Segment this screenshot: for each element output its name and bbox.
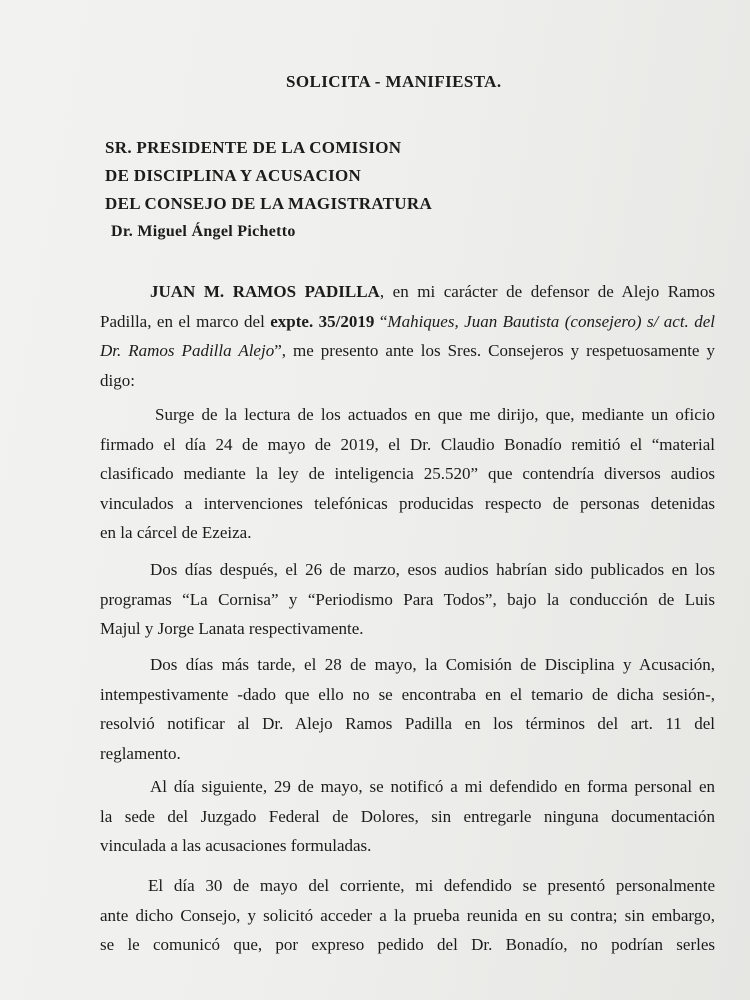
addressee-block: [105, 134, 432, 246]
addressee-name: Dr. Miguel Ángel Pichetto: [111, 223, 296, 240]
text-line: se le comunicó que, por expreso pedido del Dr. Bonadío, no podrían serles: [100, 935, 715, 954]
addressee-line: SR. PRESIDENTE DE LA COMISION: [105, 138, 402, 157]
text-line: vinculados a intervenciones telefónicas producidas respecto de personas detenidas: [100, 493, 715, 513]
text-line: [100, 336, 715, 366]
text-line: ante dicho Consejo, y solicitó acceder a la prueba reunida en su contra; sin embargo,: [100, 905, 715, 925]
text-line: clasificado mediante la ley de inteligencia 25.520” que contendría diversos audios: [100, 464, 715, 483]
text-line: programas “La Cornisa” y “Periodismo Para Todos”, bajo la conducción de Luis: [100, 589, 715, 609]
addressee-line: DEL CONSEJO DE LA MAGISTRATURA: [105, 194, 433, 213]
case-title: Dr. Ramos Padilla Alejo: [100, 341, 275, 360]
text-line: Surge de la lectura de los actuados en que me dirijo, que, mediante un oficio: [155, 405, 715, 424]
text-line: Majul y Jorge Lanata respectivamente.: [100, 619, 364, 638]
paragraph: [100, 871, 715, 960]
case-title: Mahiques, Juan Bautista (consejero) s/ act. del: [387, 311, 716, 331]
text-line: intempestivamente -dado que ello no se encontraba en el temario de dicha sesión-,: [100, 684, 715, 704]
document-heading: SOLICITA - MANIFIESTA.: [286, 72, 502, 91]
text-run: , en mi carácter de defensor de Alejo Ramos: [379, 282, 716, 301]
text-line: en la cárcel de Ezeiza.: [100, 523, 252, 542]
text-line: Dos días después, el 26 de marzo, esos audios habrían sido publicados en los: [150, 560, 715, 579]
paragraph: [100, 555, 715, 644]
paragraph: [100, 400, 715, 548]
text-line: digo:: [100, 370, 135, 390]
case-number: expte. 35/2019: [270, 311, 375, 331]
text-line: [100, 277, 715, 307]
text-line: reglamento.: [100, 743, 181, 763]
text-run: ”, me presento ante los Sres. Consejeros y respetuosamente y: [274, 341, 715, 360]
paragraph: [100, 650, 715, 768]
text-line: vinculada a las acusaciones formuladas.: [100, 836, 372, 855]
text-line: Dos días más tarde, el 28 de mayo, la Comisión de Disciplina y Acusación,: [150, 655, 715, 674]
text-line: resolvió notificar al Dr. Alejo Ramos Padilla en los términos del art. 11 del: [100, 714, 715, 733]
text-line: firmado el día 24 de mayo de 2019, el Dr. Claudio Bonadío remitió el “material: [100, 434, 715, 454]
text-run: “: [374, 311, 388, 331]
text-line: El día 30 de mayo del corriente, mi defendido se presentó personalmente: [148, 876, 715, 895]
text-line: [100, 307, 715, 337]
paragraph: [100, 772, 715, 861]
text-line: la sede del Juzgado Federal de Dolores, sin entregarle ninguna documentación: [100, 806, 715, 826]
author-name: JUAN M. RAMOS PADILLA: [150, 282, 380, 301]
paragraph-intro: [100, 277, 715, 395]
addressee-line: DE DISCIPLINA Y ACUSACION: [105, 166, 362, 185]
text-run: Padilla, en el marco del: [100, 311, 271, 331]
text-line: Al día siguiente, 29 de mayo, se notificó a mi defendido en forma personal en: [150, 777, 715, 796]
